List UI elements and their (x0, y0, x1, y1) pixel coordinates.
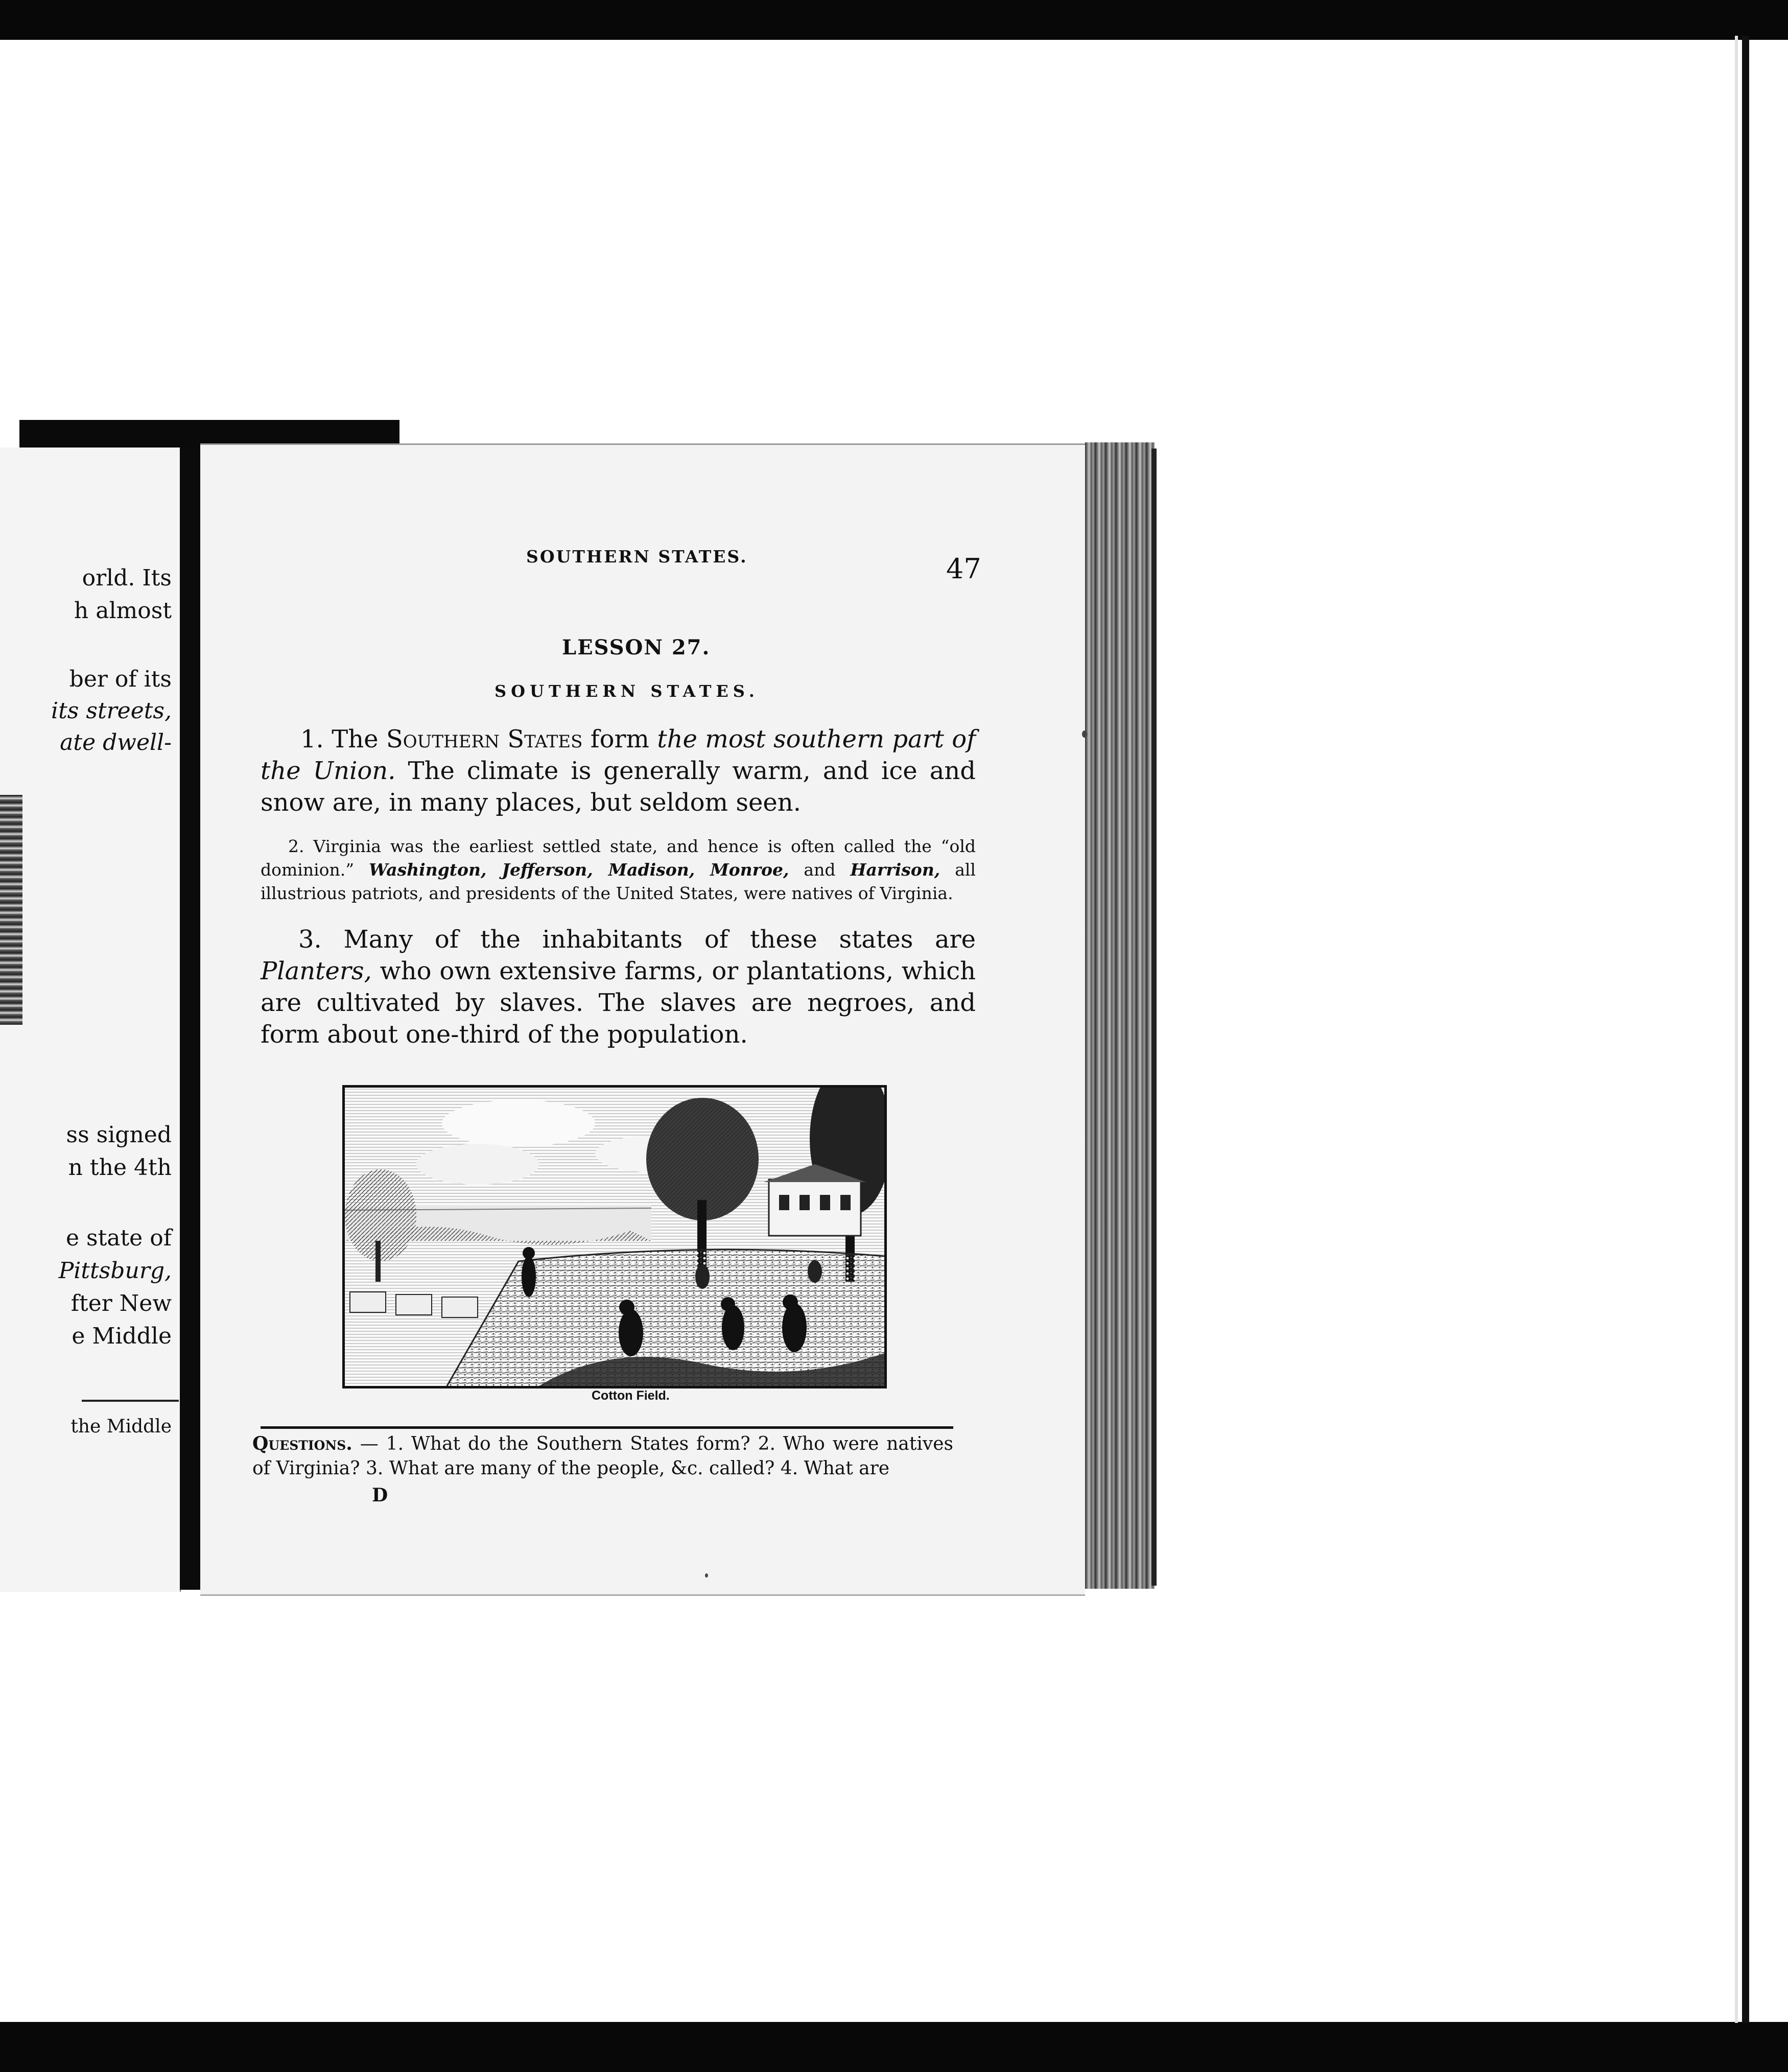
running-head: SOUTHERN STATES. (526, 547, 748, 567)
footnote-rule (261, 1426, 953, 1429)
questions-footnote (252, 1431, 953, 1481)
left-page-line: ss signed (66, 1122, 172, 1148)
left-page-line: e Middle (72, 1323, 172, 1349)
paragraph-number: 1. (300, 725, 324, 754)
paragraph-number: 2. (288, 836, 304, 856)
left-page-line: fter New (70, 1290, 172, 1316)
book-cover-edge (1151, 449, 1157, 1586)
page-number: 47 (946, 553, 981, 585)
left-page-line: e state of (65, 1225, 172, 1251)
paragraph-1 (261, 723, 976, 818)
book-gutter (180, 448, 200, 1590)
left-page-rule (82, 1400, 179, 1402)
paragraph-names: Harrison, (850, 860, 940, 880)
paragraph-text: The climate is generally warm, and ice and snow are, in many places, but seldom seen. (261, 757, 976, 817)
paragraph-text: The (332, 725, 379, 754)
paragraph-text: all illustrious patriots, and presidents of the United States, were natives of Virginia. (261, 860, 976, 903)
paragraph-italic: Planters, (261, 957, 372, 985)
left-page-line: the Middle (70, 1416, 172, 1437)
left-page-line: orld. Its (82, 565, 172, 591)
section-title: SOUTHERN STATES. (495, 681, 759, 701)
paragraph-text: and (804, 860, 836, 880)
paragraph-names: Washington, Jefferson, Madison, Monroe, (369, 860, 789, 880)
paragraph-text: Many of the inhabitants of these states are (343, 925, 976, 954)
film-frame-top (0, 0, 1788, 40)
questions-label: Questions. (252, 1433, 352, 1454)
left-page-line: ate dwell- (60, 729, 172, 756)
paragraph-text: form (590, 725, 649, 754)
paragraph-2 (261, 835, 976, 905)
left-page-line: n the 4th (68, 1155, 172, 1181)
paragraph-text: Virginia was the earliest settled state, and hence is often called the “old dominion.” (261, 836, 976, 880)
scan-edge (1735, 36, 1738, 2023)
left-page-line: h almost (74, 598, 172, 624)
left-page-line: ber of its (69, 666, 172, 692)
left-page-line: Pittsburg, (58, 1258, 172, 1284)
paragraph-italic: the most southern part of the Union. (261, 725, 976, 785)
signature-mark: D (372, 1485, 388, 1506)
paragraph-text: who own extensive farms, or plantations, which are cultivated by slaves. The slaves are negroes, and form about one-third of the population. (261, 957, 976, 1049)
left-page (0, 448, 181, 1592)
left-page-line: its streets, (51, 698, 172, 724)
cotton-field-engraving (342, 1085, 887, 1388)
lesson-title: LESSON 27. (562, 635, 711, 660)
paragraph-3 (261, 924, 976, 1050)
paragraph-number: 3. (298, 925, 322, 954)
questions-text: — 1. What do the Southern States form? 2. Who were natives of Virginia? 3. What are many of the people, &c. called? 4. What are (252, 1433, 953, 1479)
page-edges (1085, 442, 1155, 1589)
left-page-illustration (0, 795, 22, 1025)
film-frame-right (1742, 36, 1749, 2023)
page-smudge (1082, 731, 1087, 738)
film-frame-bottom (0, 2022, 1788, 2072)
engraving-caption: Cotton Field. (592, 1388, 670, 1403)
page-smudge (705, 1573, 708, 1577)
paragraph-smallcaps: Southern States (386, 725, 583, 754)
engraving-image (345, 1088, 884, 1386)
